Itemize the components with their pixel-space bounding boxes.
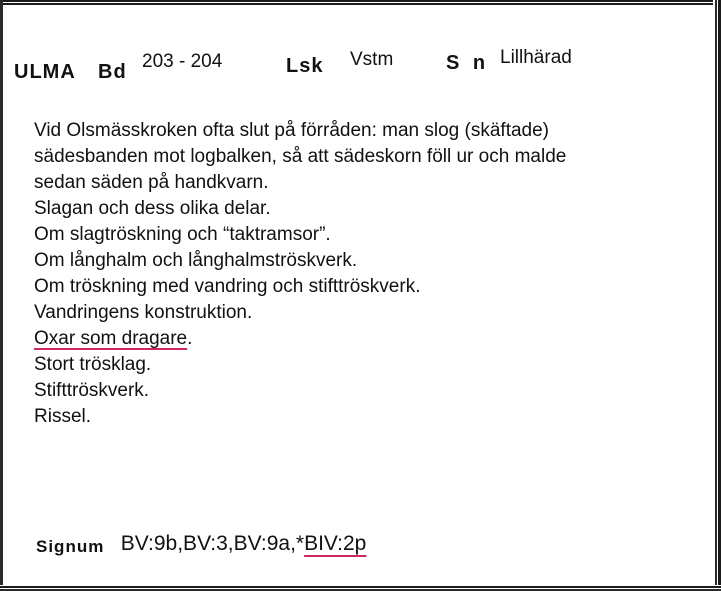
body-line: sädesbanden mot logbalken, så att sädeskorn föll ur och malde <box>34 146 567 167</box>
card-border-top <box>0 0 721 7</box>
sn-value: Lillhärad <box>500 47 572 68</box>
body-line: Om tröskning med vandring och stifttröskverk. <box>34 276 421 297</box>
body-line: Slagan och dess olika delar. <box>34 198 271 219</box>
body-line: Stort trösklag. <box>34 354 152 375</box>
line-suffix: . <box>187 328 193 349</box>
card-body <box>34 118 694 430</box>
signum-value <box>121 532 367 555</box>
body-line: Vid Olsmässkroken ofta slut på förråden: man slog (skäftade) <box>34 120 550 141</box>
sn-label: S n <box>446 52 490 74</box>
signum-codes: BV:9b,BV:3,BV:9a, <box>120 532 296 555</box>
signum-label: Signum <box>36 537 105 556</box>
signum-underlined-code: BIV:2p <box>304 532 367 555</box>
body-line: Stifttröskverk. <box>34 380 150 401</box>
lsk-value: Vstm <box>350 49 394 70</box>
card-header <box>14 47 704 87</box>
body-line: Rissel. <box>34 406 92 427</box>
bd-value: 203 - 204 <box>142 51 223 72</box>
bd-label: Bd <box>98 61 127 83</box>
card-border-left <box>0 0 3 591</box>
body-line: sedan säden på handkvarn. <box>34 172 269 193</box>
lsk-label: Lsk <box>286 55 324 77</box>
body-line: Om slagtröskning och “taktramsor”. <box>34 224 331 245</box>
body-line: Vandringens konstruktion. <box>34 302 253 323</box>
signum-row <box>36 532 366 562</box>
card-border-right <box>713 0 721 591</box>
body-line-underlined <box>34 326 694 352</box>
body-line: Om långhalm och långhalmströskverk. <box>34 250 358 271</box>
signum-star: * <box>295 532 305 555</box>
ulma-label: ULMA <box>14 61 76 83</box>
underlined-topic: Oxar som dragare <box>34 328 188 349</box>
card-border-bottom <box>0 585 721 591</box>
